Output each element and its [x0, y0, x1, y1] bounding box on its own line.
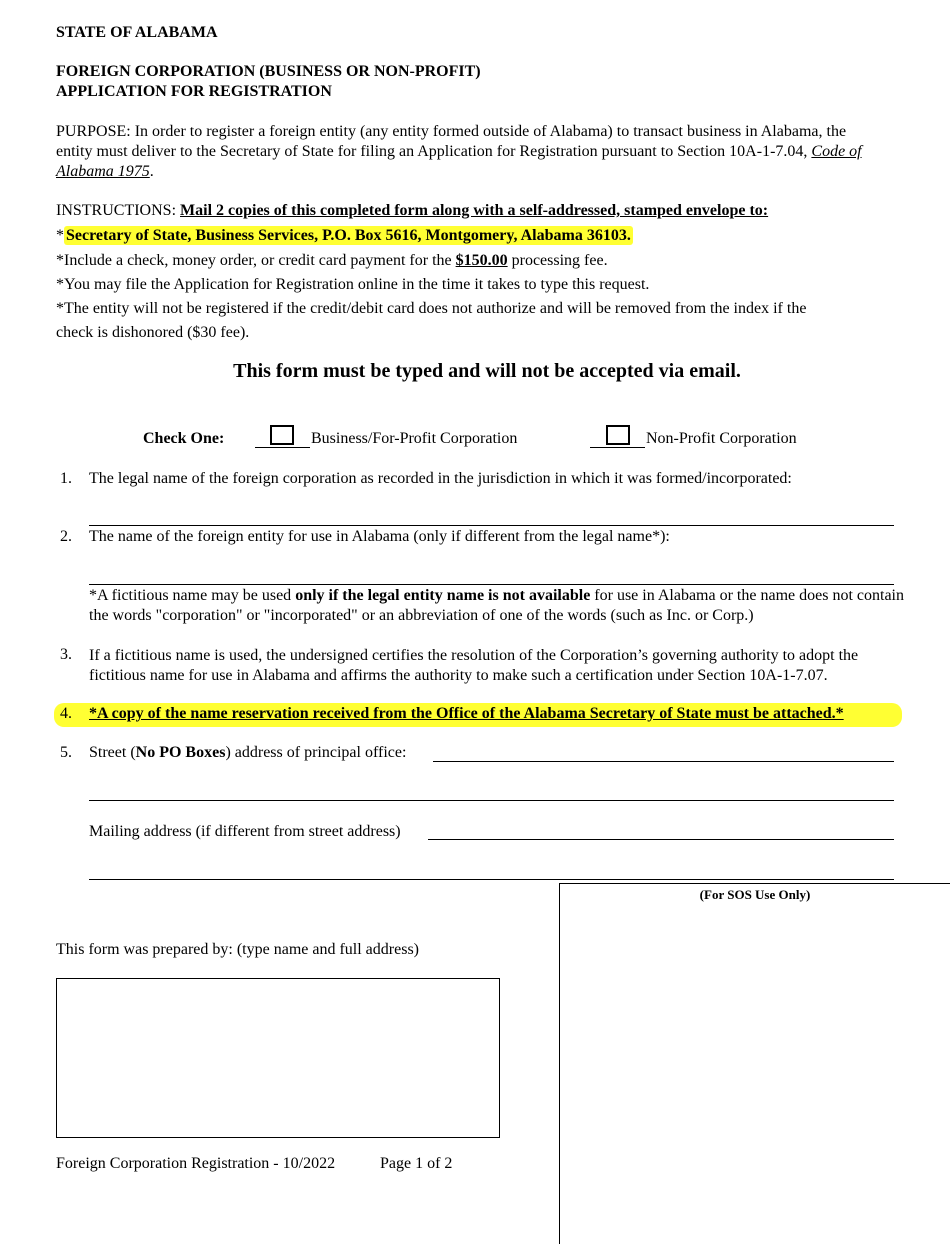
street-address-field[interactable]	[433, 761, 894, 762]
street-label: Street (	[89, 744, 136, 761]
mail-instruction: Mail 2 copies of this completed form along with a self-addressed, stamped envelope to:	[180, 202, 769, 219]
dishonor-note-line1: *The entity will not be registered if the credit/debit card does not authorize and will be removed from the index if the	[56, 300, 807, 317]
alabama-name-field[interactable]	[89, 584, 894, 585]
sos-use-only-box	[559, 883, 950, 1244]
business-corporation-checkbox[interactable]	[270, 425, 294, 445]
item-2-text: The name of the foreign entity for use in Alabama (only if different from the legal name*):	[89, 528, 670, 545]
non-profit-corporation-label: Non-Profit Corporation	[646, 430, 797, 447]
item-5-text	[89, 744, 406, 762]
note-text-end: for use in Alabama or the name does not contain the words "corporation" or "incorporated" or an abbreviation of one of the words (such as Inc. or Corp.)	[89, 587, 904, 624]
fee-line	[56, 252, 608, 270]
prepared-by-label: This form was prepared by: (type name and full address)	[56, 941, 419, 958]
mailing-address-label: Mailing address (if different from street address)	[89, 823, 401, 840]
item-number-1: 1.	[60, 470, 72, 487]
item-3-text: If a fictitious name is used, the undersigned certifies the resolution of the Corporation’s governing authority to adopt the fictitious name for use in Alabama and affirms the authority to make such a certification under Section 10A-1-7.07.	[89, 647, 859, 684]
mailing-address-field[interactable]	[428, 839, 894, 840]
instructions-line	[56, 202, 768, 220]
legal-name-field[interactable]	[89, 525, 894, 526]
sos-mailing-address: Secretary of State, Business Services, P.O. Box 5616, Montgomery, Alabama 36103.	[66, 227, 631, 244]
item-1-text: The legal name of the foreign corporation as recorded in the jurisdiction in which it was formed/incorporated:	[89, 470, 792, 487]
mailing-address-field-line2[interactable]	[89, 879, 894, 880]
online-note: *You may file the Application for Registration online in the time it takes to type this request.	[56, 276, 650, 293]
checkbox-underline-2	[590, 447, 645, 448]
code-reference: Code of Alabama 1975	[56, 143, 862, 180]
item-number-3: 3.	[60, 646, 72, 663]
item-number-4: 4.	[60, 705, 72, 722]
address-prefix: *	[56, 227, 64, 244]
item-number-2: 2.	[60, 528, 72, 545]
note-bold-text: only if the legal entity name is not available	[295, 587, 591, 604]
fee-amount: $150.00	[455, 252, 508, 269]
footer-page-number: Page 1 of 2	[380, 1155, 453, 1172]
sos-use-only-label: (For SOS Use Only)	[699, 887, 811, 902]
state-heading: STATE OF ALABAMA	[56, 24, 218, 41]
street-label-end: ) address of principal office:	[225, 744, 407, 761]
no-po-boxes: No PO Boxes	[135, 744, 226, 761]
form-title-line2: APPLICATION FOR REGISTRATION	[56, 83, 332, 100]
check-one-label: Check One:	[143, 430, 225, 447]
item-number-5: 5.	[60, 744, 72, 761]
fee-text: *Include a check, money order, or credit card payment for the	[56, 252, 456, 269]
purpose-text: PURPOSE: In order to register a foreign entity (any entity formed outside of Alabama) to transact business in Alabama, the entity must deliver to the Secretary of State for filing an Application for Registration pursuant to Section 10A-1-7.04,	[56, 123, 847, 160]
item-4-text: *A copy of the name reservation received from the Office of the Alabama Secretary of State must be attached.*	[89, 705, 844, 722]
fictitious-name-note	[89, 586, 909, 626]
business-corporation-label: Business/For-Profit Corporation	[311, 430, 518, 447]
fee-text-end: processing fee.	[507, 252, 608, 269]
note-text: *A fictitious name may be used	[89, 587, 296, 604]
checkbox-underline-1	[255, 447, 310, 448]
footer-form-name: Foreign Corporation Registration - 10/2022	[56, 1155, 336, 1172]
instructions-label: INSTRUCTIONS:	[56, 202, 181, 219]
mailing-address-line	[56, 227, 633, 245]
dishonor-note-line2: check is dishonored ($30 fee).	[56, 324, 250, 341]
typed-notice: This form must be typed and will not be accepted via email.	[233, 360, 741, 382]
purpose-paragraph	[56, 122, 886, 182]
street-address-field-line2[interactable]	[89, 800, 894, 801]
purpose-end: .	[149, 163, 154, 180]
form-title-line1: FOREIGN CORPORATION (BUSINESS OR NON-PROFIT)	[56, 63, 481, 80]
prepared-by-textbox[interactable]	[56, 978, 500, 1138]
non-profit-corporation-checkbox[interactable]	[606, 425, 630, 445]
